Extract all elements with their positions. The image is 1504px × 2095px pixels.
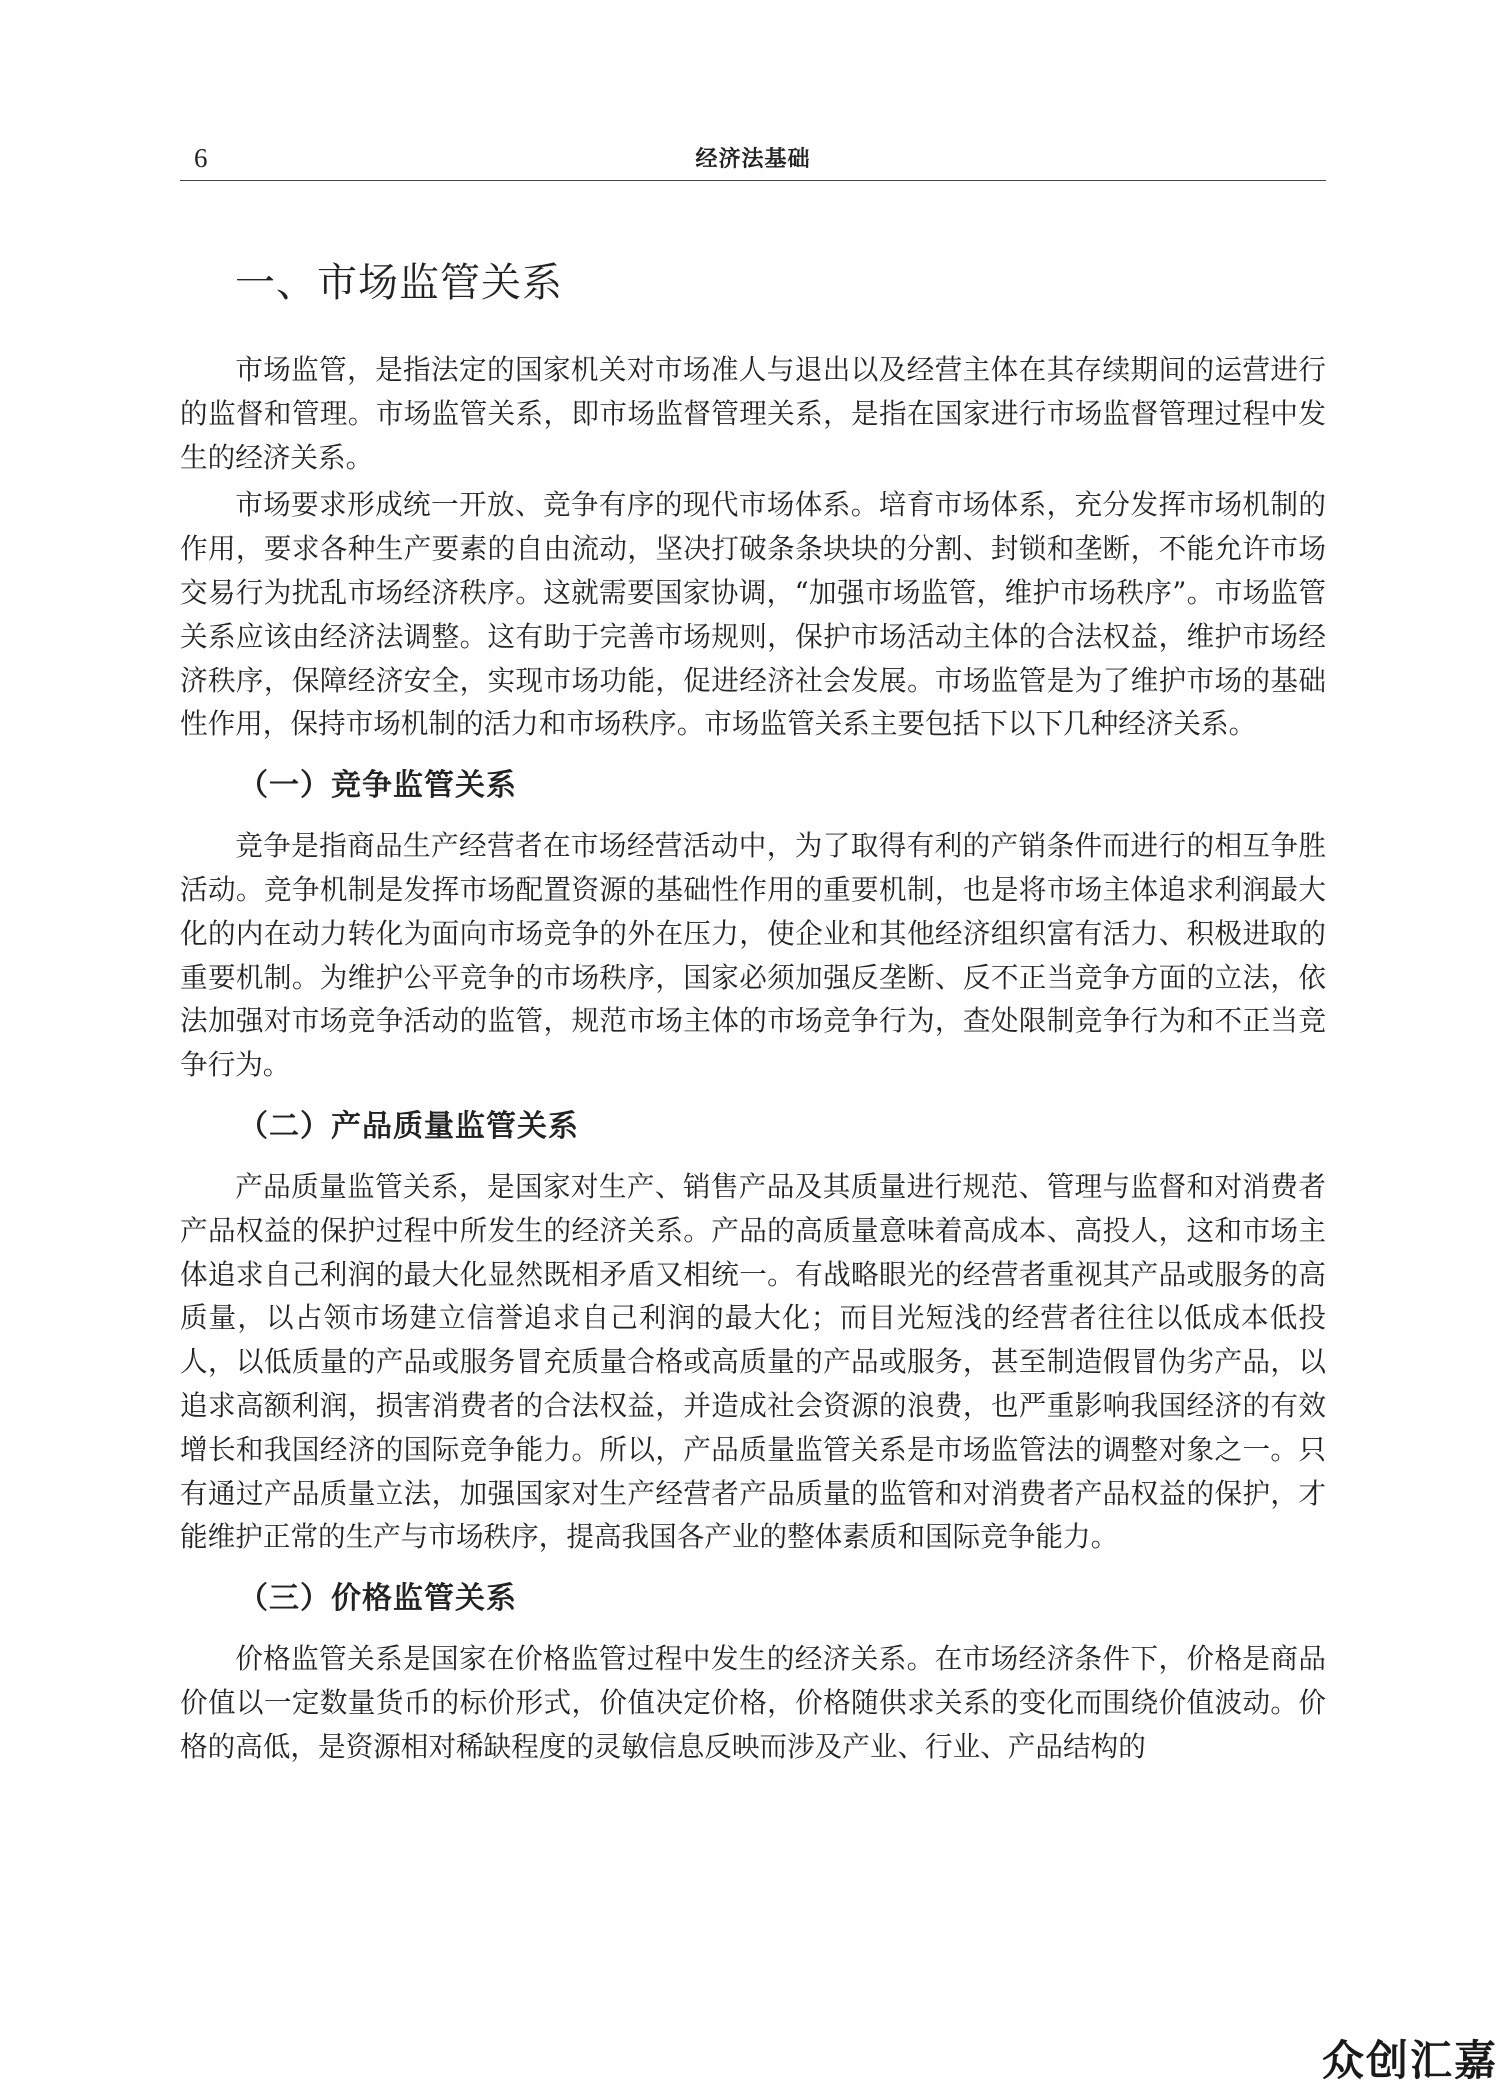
section-title: 一、市场监管关系 xyxy=(235,260,563,306)
paragraph-price: 价格监管关系是国家在价格监管过程中发生的经济关系。在市场经济条件下，价格是商品价值以一定数量货币的标价形式，价值决定价格，价格随供求关系的变化而围绕价值波动。价格的高低，是资源相对稀缺程度的灵敏信息反映而涉及产业、行业、产品结构的 xyxy=(180,1642,1326,1763)
paragraph-competition: 竞争是指商品生产经营者在市场经营活动中，为了取得有利的产销条件而进行的相互争胜活动。竞争机制是发挥市场配置资源的基础性作用的重要机制，也是将市场主体追求利润最大化的内在动力转化为面向市场竞争的外在压力，使企业和其他经济组织富有活力、积极进取的重要机制。为维护公平竞争的市场秩序，国家必须加强反垄断、反不正当竞争方面的立法，依法加强对市场竞争活动的监管，规范市场主体的市场竞争行为，查处限制竞争行为和不正当竞争行为。 xyxy=(180,829,1326,1082)
page-body xyxy=(180,258,1326,1773)
subsection-title-competition: （一）竞争监管关系 xyxy=(238,768,517,804)
watermark-logo: 众创汇嘉 xyxy=(1321,2036,1498,2085)
page-header xyxy=(180,140,1326,181)
page-number: 6 xyxy=(194,143,208,173)
intro-paragraph-2: 市场要求形成统一开放、竞争有序的现代市场体系。培育市场体系，充分发挥市场机制的作用，要求各种生产要素的自由流动，坚决打破条条块块的分割、封锁和垄断，不能允许市场交易行为扰乱市场经济秩序。这就需要国家协调，“加强市场监管，维护市场秩序”。市场监管关系应该由经济法调整。这有助于完善市场规则，保护市场活动主体的合法权益，维护市场经济秩序，保障经济安全，实现市场功能，促进经济社会发展。市场监管是为了维护市场的基础性作用，保持市场机制的活力和市场秩序。市场监管关系主要包括下以下几种经济关系。 xyxy=(180,488,1326,741)
paragraph-product-quality: 产品质量监管关系，是国家对生产、销售产品及其质量进行规范、管理与监督和对消费者产品权益的保护过程中所发生的经济关系。产品的高质量意味着高成本、高投人，这和市场主体追求自己利润的最大化显然既相矛盾又相统一。有战略眼光的经营者重视其产品或服务的高质量，以占领市场建立信誉追求自己利润的最大化；而目光短浅的经营者往往以低成本低投人，以低质量的产品或服务冒充质量合格或高质量的产品或服务，甚至制造假冒伪劣产品，以追求高额利润，损害消费者的合法权益，并造成社会资源的浪费，也严重影响我国经济的有效增长和我国经济的国际竞争能力。所以，产品质量监管关系是市场监管法的调整对象之一。只有通过产品质量立法，加强国家对生产经营者产品质量的监管和对消费者产品权益的保护，才能维护正常的生产与市场秩序，提高我国各产业的整体素质和国际竞争能力。 xyxy=(180,1169,1326,1554)
intro-paragraph-1: 市场监管，是指法定的国家机关对市场准人与退出以及经营主体在其存续期间的运营进行的监督和管理。市场监管关系，即市场监督管理关系，是指在国家进行市场监督管理过程中发生的经济关系。 xyxy=(180,353,1326,474)
subsection-title-product-quality: （二）产品质量监管关系 xyxy=(238,1108,579,1144)
running-title: 经济法基础 xyxy=(695,147,811,172)
subsection-title-price: （三）价格监管关系 xyxy=(238,1581,517,1617)
